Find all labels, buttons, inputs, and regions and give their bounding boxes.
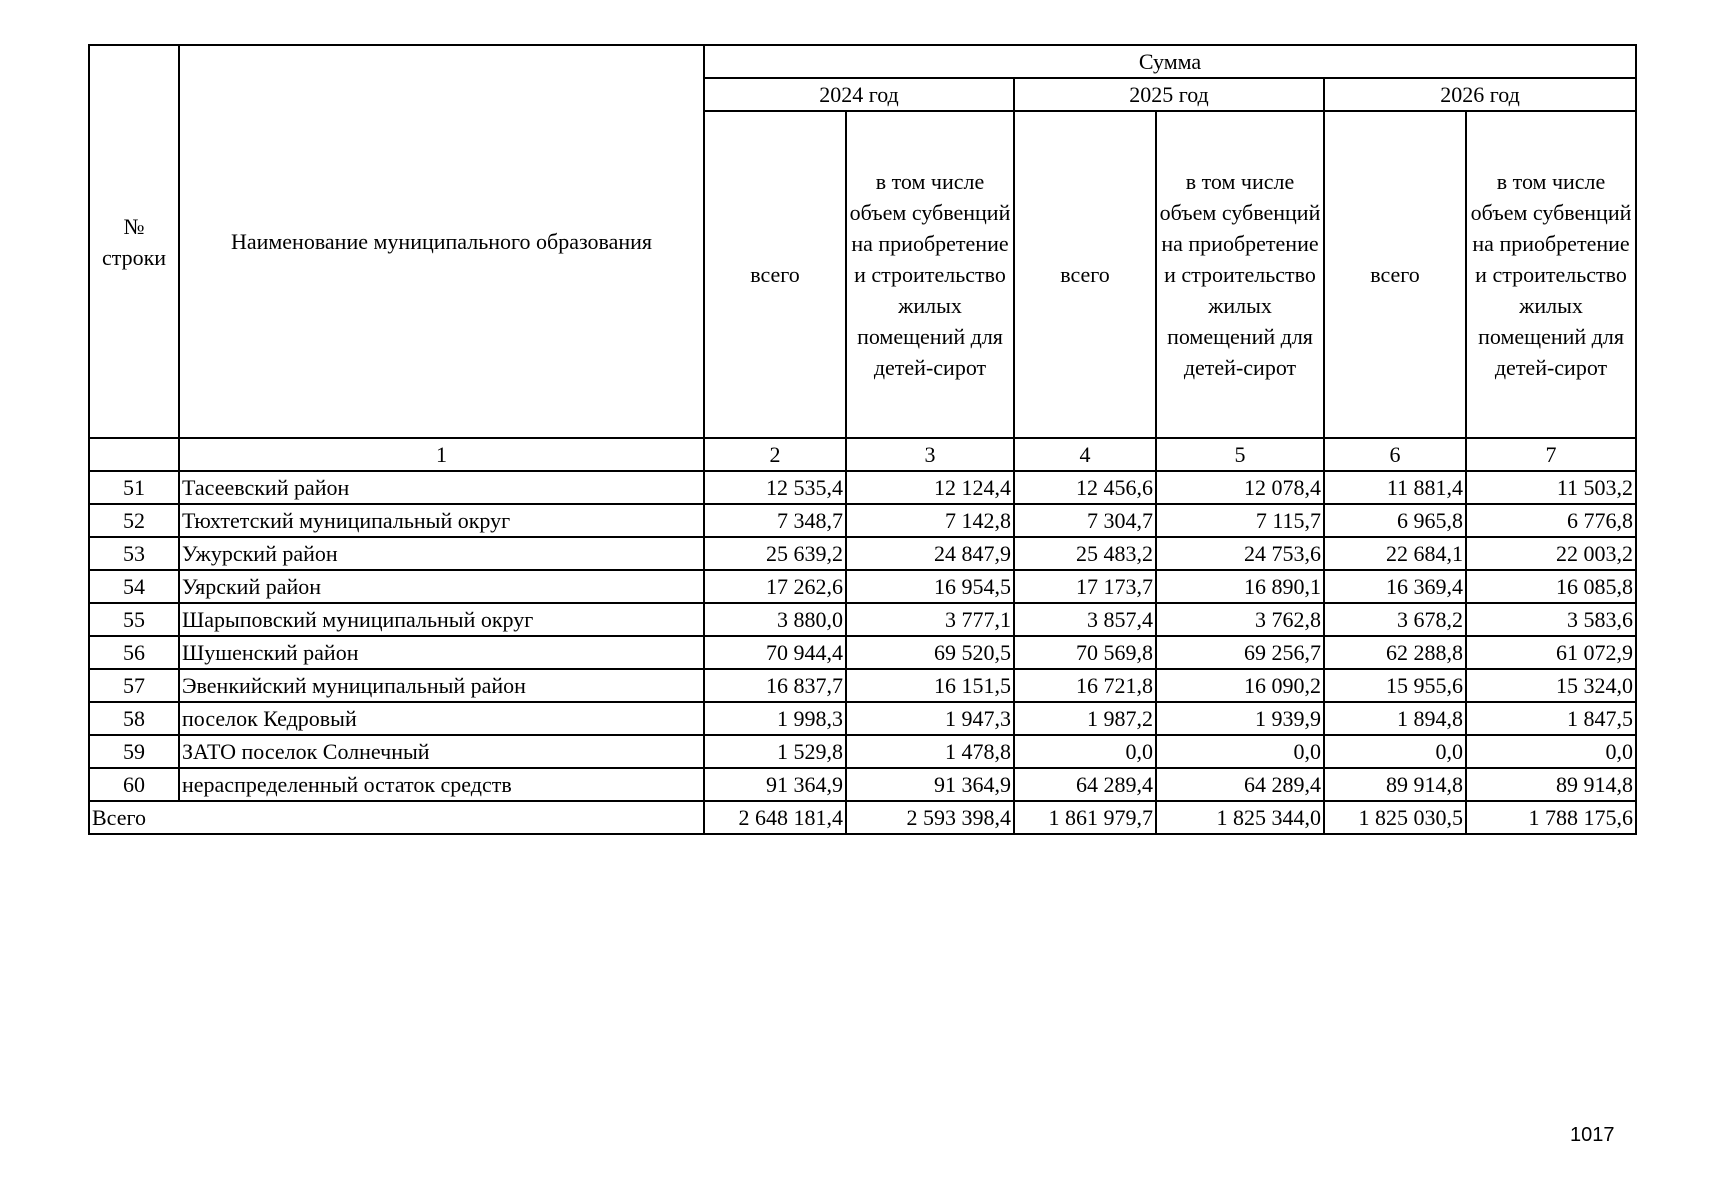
value-cell: 7 142,8 (846, 504, 1014, 537)
row-number-header: № строки (89, 45, 179, 438)
value-cell: 7 348,7 (704, 504, 846, 537)
value-cell: 25 639,2 (704, 537, 846, 570)
value-cell: 17 262,6 (704, 570, 846, 603)
value-cell: 1 847,5 (1466, 702, 1636, 735)
total-2024-header: всего (704, 111, 846, 438)
subvention-table (88, 44, 1637, 835)
value-cell: 22 684,1 (1324, 537, 1466, 570)
value-cell: 0,0 (1466, 735, 1636, 768)
value-cell: 3 880,0 (704, 603, 846, 636)
value-cell: 16 085,8 (1466, 570, 1636, 603)
value-cell: 11 503,2 (1466, 471, 1636, 504)
total-value: 1 825 030,5 (1324, 801, 1466, 834)
column-number-5: 5 (1156, 438, 1324, 471)
subvention-2025-header: в том числе объем субвенций на приобретение и строительство жилых помещений для детей-сирот (1156, 111, 1324, 438)
value-cell: 3 777,1 (846, 603, 1014, 636)
total-value: 2 593 398,4 (846, 801, 1014, 834)
value-cell: 0,0 (1156, 735, 1324, 768)
sum-header: Сумма (704, 45, 1636, 78)
row-number: 53 (89, 537, 179, 570)
value-cell: 16 090,2 (1156, 669, 1324, 702)
value-cell: 1 998,3 (704, 702, 846, 735)
value-cell: 62 288,8 (1324, 636, 1466, 669)
municipality-name: Тюхтетский муниципальный округ (179, 504, 704, 537)
row-number: 55 (89, 603, 179, 636)
total-value: 2 648 181,4 (704, 801, 846, 834)
value-cell: 22 003,2 (1466, 537, 1636, 570)
subvention-2026-header: в том числе объем субвенций на приобретение и строительство жилых помещений для детей-сирот (1466, 111, 1636, 438)
table-row (89, 537, 1636, 570)
municipality-name: Шарыповский муниципальный округ (179, 603, 704, 636)
column-number-3: 3 (846, 438, 1014, 471)
municipality-name: Шушенский район (179, 636, 704, 669)
value-cell: 17 173,7 (1014, 570, 1156, 603)
value-cell: 16 369,4 (1324, 570, 1466, 603)
column-number-2: 2 (704, 438, 846, 471)
value-cell: 64 289,4 (1156, 768, 1324, 801)
total-2026-header: всего (1324, 111, 1466, 438)
page-number: 1017 (1570, 1124, 1615, 1146)
value-cell: 11 881,4 (1324, 471, 1466, 504)
value-cell: 6 965,8 (1324, 504, 1466, 537)
value-cell: 1 947,3 (846, 702, 1014, 735)
year-2025-header: 2025 год (1014, 78, 1324, 111)
value-cell: 3 678,2 (1324, 603, 1466, 636)
table-row (89, 471, 1636, 504)
row-number: 51 (89, 471, 179, 504)
year-2026-header: 2026 год (1324, 78, 1636, 111)
value-cell: 15 955,6 (1324, 669, 1466, 702)
value-cell: 24 753,6 (1156, 537, 1324, 570)
value-cell: 1 894,8 (1324, 702, 1466, 735)
value-cell: 89 914,8 (1466, 768, 1636, 801)
total-2025-header: всего (1014, 111, 1156, 438)
value-cell: 91 364,9 (704, 768, 846, 801)
value-cell: 24 847,9 (846, 537, 1014, 570)
value-cell: 1 529,8 (704, 735, 846, 768)
table-row (89, 669, 1636, 702)
table-row (89, 570, 1636, 603)
value-cell: 0,0 (1324, 735, 1466, 768)
row-number: 60 (89, 768, 179, 801)
value-cell: 15 324,0 (1466, 669, 1636, 702)
table-row (89, 702, 1636, 735)
column-number-4: 4 (1014, 438, 1156, 471)
municipality-name: нераспределенный остаток средств (179, 768, 704, 801)
column-number-row (89, 438, 1636, 471)
municipality-name: Ужурский район (179, 537, 704, 570)
municipality-name: ЗАТО поселок Солнечный (179, 735, 704, 768)
value-cell: 12 456,6 (1014, 471, 1156, 504)
value-cell: 69 256,7 (1156, 636, 1324, 669)
row-number: 52 (89, 504, 179, 537)
value-cell: 3 583,6 (1466, 603, 1636, 636)
municipality-name: Эвенкийский муниципальный район (179, 669, 704, 702)
column-number-0 (89, 438, 179, 471)
row-number: 58 (89, 702, 179, 735)
value-cell: 70 944,4 (704, 636, 846, 669)
value-cell: 12 078,4 (1156, 471, 1324, 504)
value-cell: 89 914,8 (1324, 768, 1466, 801)
table-row (89, 504, 1636, 537)
total-value: 1 825 344,0 (1156, 801, 1324, 834)
value-cell: 0,0 (1014, 735, 1156, 768)
value-cell: 91 364,9 (846, 768, 1014, 801)
row-number: 57 (89, 669, 179, 702)
year-2024-header: 2024 год (704, 78, 1014, 111)
row-number: 56 (89, 636, 179, 669)
total-value: 1 788 175,6 (1466, 801, 1636, 834)
municipality-name: Уярский район (179, 570, 704, 603)
value-cell: 25 483,2 (1014, 537, 1156, 570)
total-row (89, 801, 1636, 834)
row-number: 59 (89, 735, 179, 768)
value-cell: 16 721,8 (1014, 669, 1156, 702)
value-cell: 6 776,8 (1466, 504, 1636, 537)
table-row (89, 735, 1636, 768)
column-number-7: 7 (1466, 438, 1636, 471)
column-number-1: 1 (179, 438, 704, 471)
value-cell: 7 304,7 (1014, 504, 1156, 537)
row-number: 54 (89, 570, 179, 603)
column-number-6: 6 (1324, 438, 1466, 471)
header-row-sum (89, 45, 1636, 78)
value-cell: 64 289,4 (1014, 768, 1156, 801)
total-value: 1 861 979,7 (1014, 801, 1156, 834)
value-cell: 61 072,9 (1466, 636, 1636, 669)
total-label: Всего (89, 801, 704, 834)
value-cell: 69 520,5 (846, 636, 1014, 669)
value-cell: 16 837,7 (704, 669, 846, 702)
value-cell: 1 987,2 (1014, 702, 1156, 735)
value-cell: 1 478,8 (846, 735, 1014, 768)
value-cell: 3 857,4 (1014, 603, 1156, 636)
table-row (89, 636, 1636, 669)
municipality-name: Тасеевский район (179, 471, 704, 504)
value-cell: 16 890,1 (1156, 570, 1324, 603)
value-cell: 16 151,5 (846, 669, 1014, 702)
subvention-2024-header: в том числе объем субвенций на приобретение и строительство жилых помещений для детей-сирот (846, 111, 1014, 438)
value-cell: 3 762,8 (1156, 603, 1324, 636)
municipality-name-header: Наименование муниципального образования (179, 45, 704, 438)
municipality-name: поселок Кедровый (179, 702, 704, 735)
value-cell: 70 569,8 (1014, 636, 1156, 669)
table-row (89, 768, 1636, 801)
value-cell: 1 939,9 (1156, 702, 1324, 735)
value-cell: 16 954,5 (846, 570, 1014, 603)
value-cell: 7 115,7 (1156, 504, 1324, 537)
value-cell: 12 535,4 (704, 471, 846, 504)
value-cell: 12 124,4 (846, 471, 1014, 504)
table-row (89, 603, 1636, 636)
